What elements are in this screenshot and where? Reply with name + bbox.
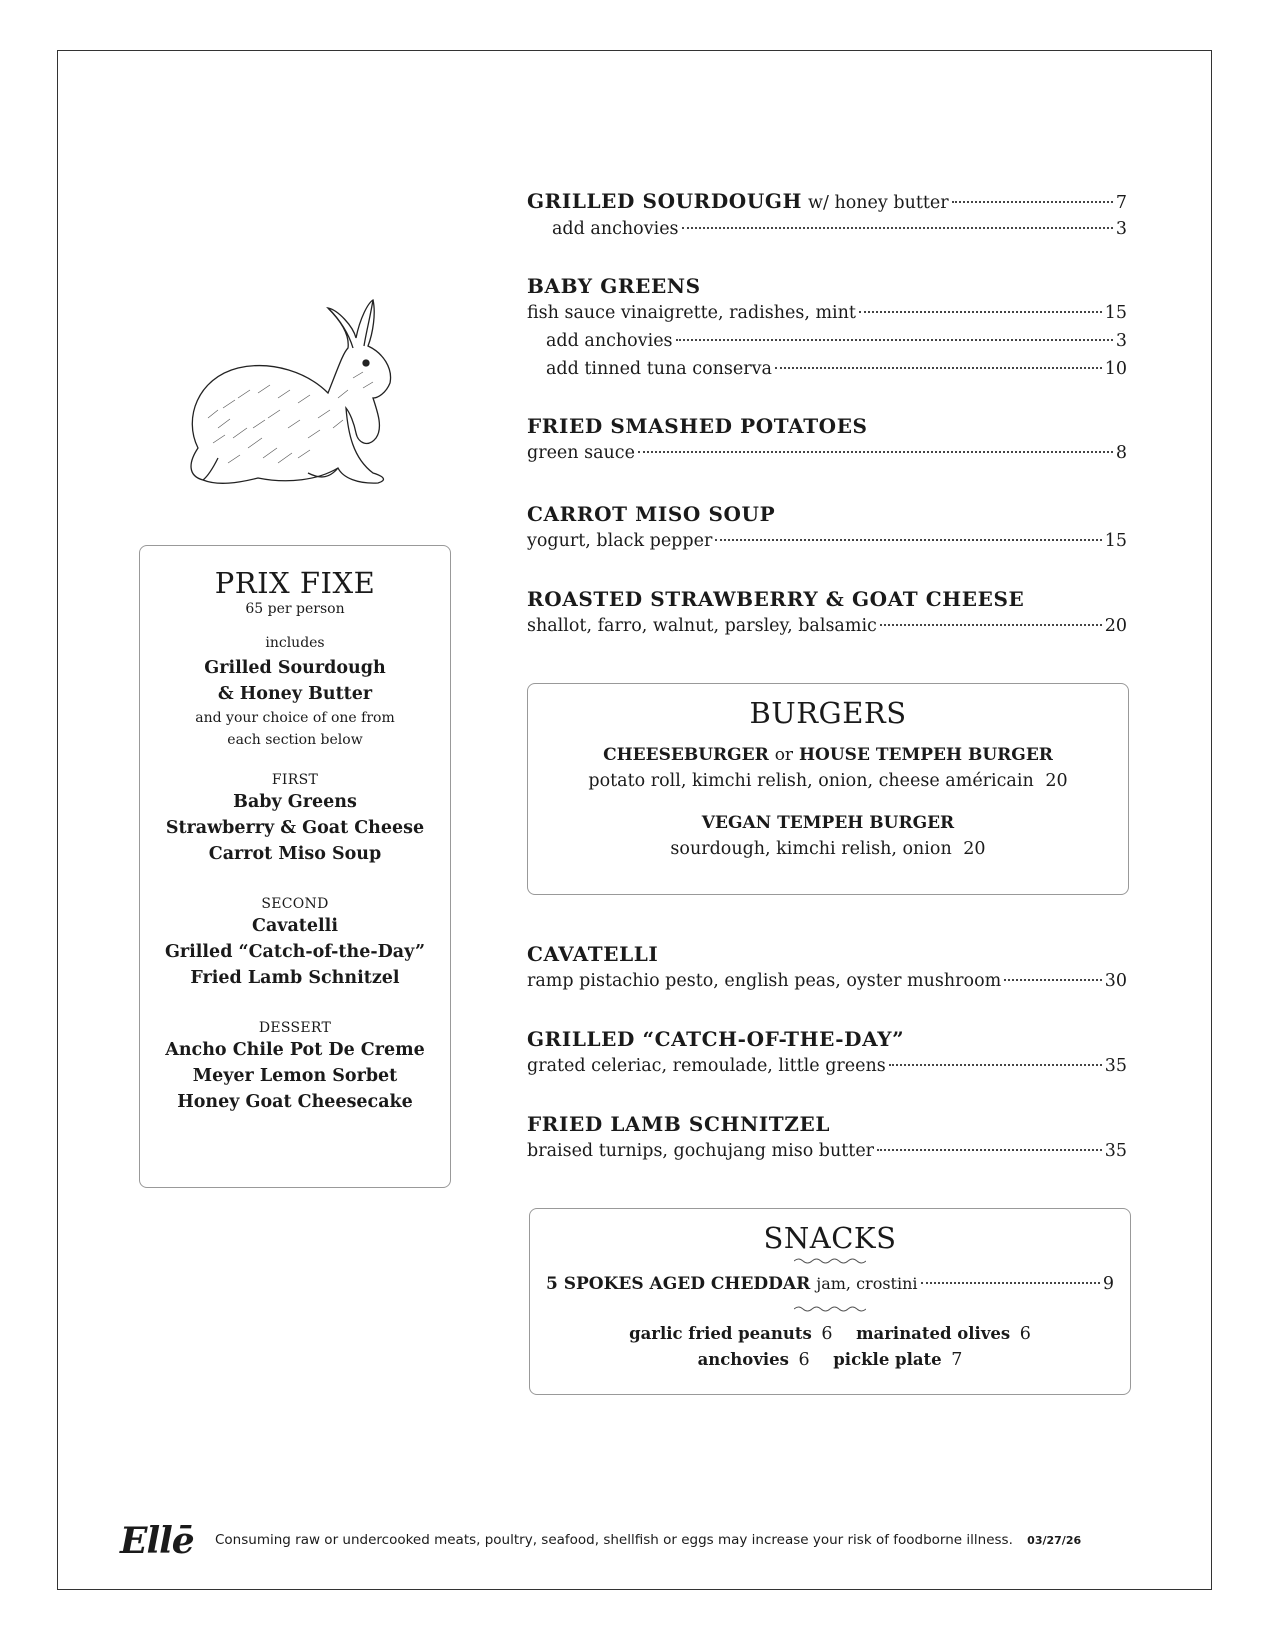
addon-price: 3 xyxy=(1115,331,1127,351)
wavy-divider xyxy=(794,1257,866,1265)
addon-price: 3 xyxy=(1115,219,1127,239)
second-item: Fried Lamb Schnitzel xyxy=(190,968,400,988)
menu-item-baby-greens xyxy=(527,272,1127,382)
burger-1-name xyxy=(528,742,1128,768)
item-price: 30 xyxy=(1104,971,1127,991)
menu-item-cavatelli xyxy=(527,940,1127,994)
item-desc: w/ honey butter xyxy=(808,193,949,213)
item-desc: shallot, farro, walnut, parsley, balsamic xyxy=(527,616,877,636)
dessert-item: Meyer Lemon Sorbet xyxy=(192,1066,398,1086)
item-name: CARROT MISO SOUP xyxy=(527,502,776,526)
item-name: GRILLED “CATCH-OF-THE-DAY” xyxy=(527,1027,905,1051)
prix-fixe-price: 65 per person xyxy=(245,601,345,617)
menu-item-sourdough xyxy=(527,188,1127,242)
snack-peanuts: garlic fried peanuts xyxy=(629,1324,812,1343)
dessert-item: Honey Goat Cheesecake xyxy=(177,1092,413,1112)
snack-row-2 xyxy=(530,1347,1130,1373)
addon-price: 10 xyxy=(1104,359,1127,379)
item-desc: yogurt, black pepper xyxy=(527,531,713,551)
burger-1-desc-line xyxy=(528,768,1128,794)
burger-1-or: or xyxy=(774,745,794,765)
item-desc: grated celeriac, remoulade, little greens xyxy=(527,1056,886,1076)
item-name: GRILLED SOURDOUGH xyxy=(527,189,803,213)
elle-logo: Ellē xyxy=(120,1520,194,1562)
menu-date: 03/27/26 xyxy=(1027,1534,1082,1547)
burger-1-desc: potato roll, kimchi relish, onion, cheese américain xyxy=(588,771,1034,791)
rabbit-illustration xyxy=(178,298,418,498)
menu-item-strawberry xyxy=(527,585,1127,639)
item-price: 7 xyxy=(1115,193,1127,213)
item-desc: braised turnips, gochujang miso butter xyxy=(527,1141,875,1161)
burger-1-name-b: HOUSE TEMPEH BURGER xyxy=(798,745,1053,765)
snack-anchovies-price: 6 xyxy=(798,1350,810,1370)
choice-line-1: and your choice of one from xyxy=(195,710,395,726)
first-item: Carrot Miso Soup xyxy=(208,844,382,864)
burger-2-desc-line xyxy=(528,836,1128,862)
menu-item-lamb xyxy=(527,1110,1127,1164)
item-price: 20 xyxy=(1104,616,1127,636)
item-name: BABY GREENS xyxy=(527,274,701,298)
item-price: 8 xyxy=(1115,443,1127,463)
prix-fixe-title: PRIX FIXE xyxy=(214,566,376,600)
item-desc: green sauce xyxy=(527,443,635,463)
snack-peanuts-price: 6 xyxy=(821,1324,833,1344)
item-price: 15 xyxy=(1104,531,1127,551)
burger-2-price: 20 xyxy=(963,839,986,859)
foodborne-notice: Consuming raw or undercooked meats, poultry, seafood, shellfish or eggs may increase your risk of foodborne illness. xyxy=(215,1532,1013,1548)
footer xyxy=(120,1520,1140,1560)
includes-line-1: Grilled Sourdough xyxy=(204,658,386,678)
item-price: 35 xyxy=(1104,1141,1127,1161)
snack-cheddar-desc: jam, crostini xyxy=(816,1274,918,1293)
addon-label: add anchovies xyxy=(552,219,679,239)
includes-line-2: & Honey Butter xyxy=(217,684,373,704)
snack-cheddar-price: 9 xyxy=(1102,1274,1114,1294)
burger-2-desc: sourdough, kimchi relish, onion xyxy=(670,839,952,859)
second-label: SECOND xyxy=(261,896,329,912)
choice-line-2: each section below xyxy=(227,732,363,748)
addon-label: add anchovies xyxy=(546,331,673,351)
wavy-divider xyxy=(794,1305,866,1313)
snack-pickle: pickle plate xyxy=(833,1350,942,1369)
includes-label: includes xyxy=(265,635,325,651)
addon-label: add tinned tuna conserva xyxy=(546,359,772,379)
first-item: Strawberry & Goat Cheese xyxy=(165,818,425,838)
item-price: 35 xyxy=(1104,1056,1127,1076)
item-name: ROASTED STRAWBERRY & GOAT CHEESE xyxy=(527,587,1025,611)
item-name: FRIED LAMB SCHNITZEL xyxy=(527,1112,830,1136)
burger-2-name: VEGAN TEMPEH BURGER xyxy=(701,813,955,833)
snacks-title: SNACKS xyxy=(763,1221,897,1255)
burger-1-price: 20 xyxy=(1045,771,1068,791)
snack-olives-price: 6 xyxy=(1019,1324,1031,1344)
prix-fixe-box xyxy=(139,545,451,1188)
snack-pickle-price: 7 xyxy=(951,1350,963,1370)
dessert-item: Ancho Chile Pot De Creme xyxy=(165,1040,425,1060)
item-price: 15 xyxy=(1104,303,1127,323)
item-name: CAVATELLI xyxy=(527,942,659,966)
menu-item-carrot-soup xyxy=(527,500,1127,554)
first-label: FIRST xyxy=(271,772,319,788)
snack-olives: marinated olives xyxy=(856,1324,1011,1343)
menu-item-catch xyxy=(527,1025,1127,1079)
snack-cheddar-row xyxy=(546,1271,1114,1297)
snacks-box xyxy=(529,1208,1131,1395)
item-desc: ramp pistachio pesto, english peas, oyster mushroom xyxy=(527,971,1002,991)
second-item: Grilled “Catch-of-the-Day” xyxy=(164,942,426,962)
item-name: FRIED SMASHED POTATOES xyxy=(527,414,868,438)
menu-item-potatoes xyxy=(527,412,1127,466)
second-item: Cavatelli xyxy=(252,916,338,936)
footer-notice-line xyxy=(215,1532,1081,1548)
dessert-label: DESSERT xyxy=(258,1020,332,1036)
snack-cheddar-name: 5 SPOKES AGED CHEDDAR xyxy=(546,1274,811,1294)
burgers-title: BURGERS xyxy=(749,696,907,730)
item-desc: fish sauce vinaigrette, radishes, mint xyxy=(527,303,856,323)
snack-row-1 xyxy=(530,1321,1130,1347)
burger-1-name-a: CHEESEBURGER xyxy=(603,745,769,765)
burgers-box xyxy=(527,683,1129,895)
first-item: Baby Greens xyxy=(233,792,357,812)
snack-anchovies: anchovies xyxy=(697,1350,789,1369)
